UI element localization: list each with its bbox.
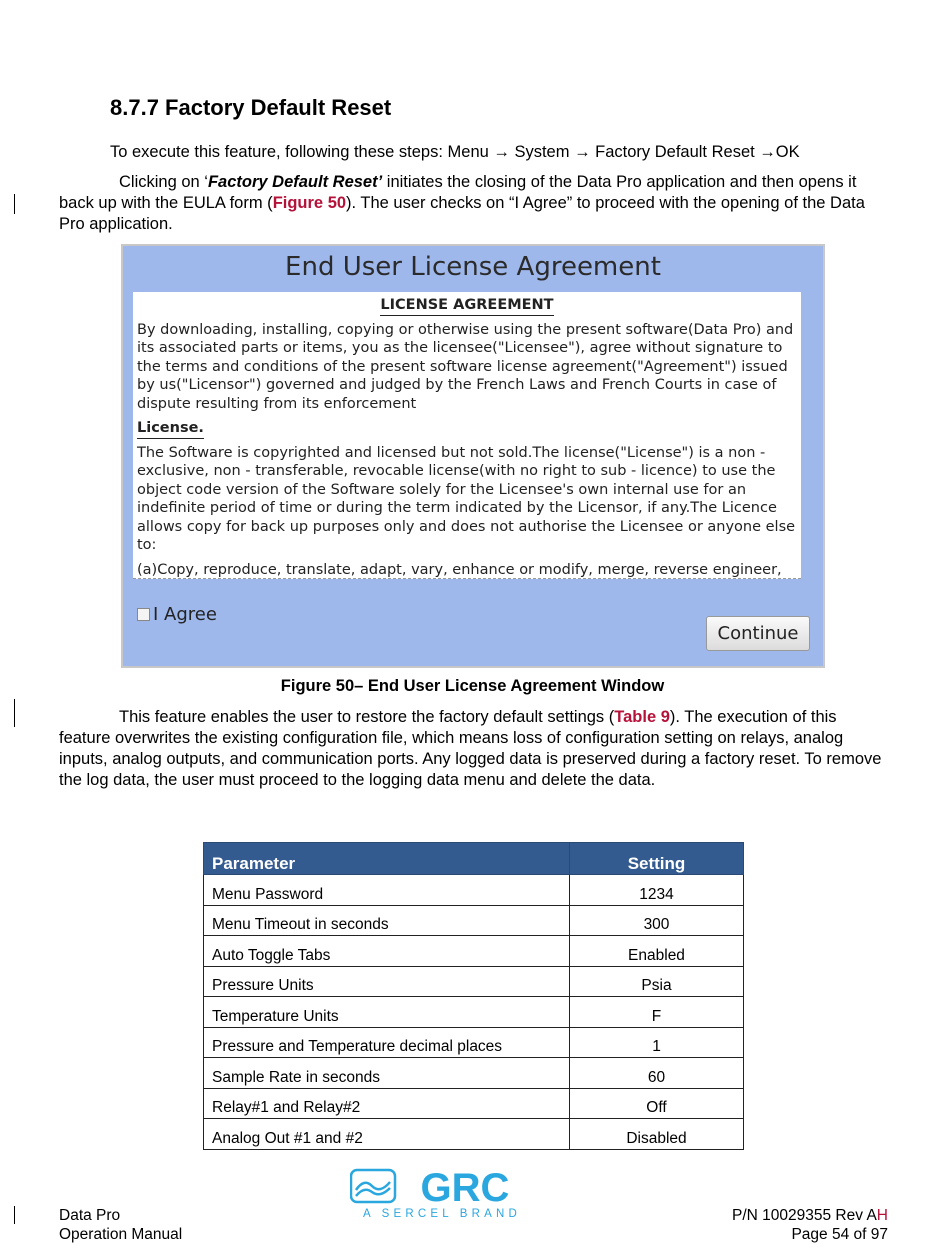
footer-manual-name: Operation Manual [59,1226,183,1243]
table-header-row [204,843,744,875]
license-subheading: License. [137,420,204,439]
setting-cell: Psia [570,966,744,997]
setting-cell: F [570,997,744,1028]
para1-post: ). The user checks on “I Agree” to proceed with the opening of the Data Pro application. [59,194,865,233]
para1-emphasis: Factory Default Reset’ [207,173,383,191]
table-row [204,875,744,906]
footer-right [732,1206,888,1244]
license-heading: LICENSE AGREEMENT [380,297,553,316]
table-row [204,1119,744,1150]
revision-suffix: H [876,1207,888,1224]
table-row [204,905,744,936]
footer-part-number: P/N 10029355 Rev AH [732,1207,888,1224]
table-reference-link[interactable]: Table 9 [614,708,670,726]
license-paragraph-2: The Software is copyrighted and licensed but not sold.The license("License") is a non - exclusive, non - transferable, revocable license(with no right to sub - licence) to use the object code version of the Software solely for the Licensee's own internal use for an indefinite period of time or during the term indicated by the Licensor, if any.The Licence allows copy for back up purposes only and does not authorise the Licensee or anyone else to: [137,444,796,553]
parameter-cell: Sample Rate in seconds [204,1058,570,1089]
setting-cell: 300 [570,905,744,936]
change-bar [14,1206,15,1224]
parameter-cell: Relay#1 and Relay#2 [204,1088,570,1119]
license-text-box[interactable] [133,292,801,579]
setting-cell: Enabled [570,936,744,967]
eula-window-title: End User License Agreement [285,252,661,282]
table-row [204,1058,744,1089]
setting-cell: 1234 [570,875,744,906]
para2-pre: This feature enables the user to restore the factory default settings ( [119,708,615,726]
table-row [204,966,744,997]
setting-cell: Off [570,1088,744,1119]
table-row [204,1027,744,1058]
table-row [204,997,744,1028]
description-paragraph [59,707,889,791]
column-header-parameter: Parameter [204,843,570,875]
agree-checkbox[interactable] [137,608,150,621]
change-bar [14,699,15,727]
default-settings-table [203,842,744,1150]
para2-post: ). The execution of this feature overwrites the existing configuration file, which means loss of configuration setting on relays, analog inputs, analog outputs, and communication ports. Any logged data is preserved during a factory reset. To remove the log data, the user must proceed to the logging data menu and delete the data. [59,708,882,789]
continue-button[interactable]: Continue [706,616,810,651]
para1-pre: Clicking on ‘ [119,173,208,191]
steps-text: To execute this feature, following these steps: Menu → System → Factory Default Reset →OK [110,143,800,161]
parameter-cell: Auto Toggle Tabs [204,936,570,967]
intro-paragraph [59,172,889,235]
table-row [204,936,744,967]
parameter-cell: Temperature Units [204,997,570,1028]
footer-product-name: Data Pro [59,1207,121,1224]
setting-cell: Disabled [570,1119,744,1150]
figure-reference-link[interactable]: Figure 50 [272,194,347,212]
logo-wordmark: GRC [420,1168,510,1210]
logo-tagline: A SERCEL BRAND [362,1208,522,1220]
license-paragraph-3: (a)Copy, reproduce, translate, adapt, vary, enhance or modify, merge, reverse engineer, [137,561,782,578]
column-header-setting: Setting [570,843,744,875]
setting-cell: 1 [570,1027,744,1058]
parameter-cell: Analog Out #1 and #2 [204,1119,570,1150]
figure-caption: Figure 50– End User License Agreement Window [280,677,665,695]
grc-logo [350,1168,534,1220]
table-row [204,1088,744,1119]
setting-cell: 60 [570,1058,744,1089]
change-bar [14,194,15,214]
license-paragraph-1: By downloading, installing, copying or otherwise using the present software(Data Pro) and its associated parts or items, you as the licensee("Licensee"), agree without signature to the terms and conditions of the present software license agreement("Agreement") issued by us("Licensor") governed and judged by the French Laws and French Courts in case of dispute resulting from its enforcement [137,321,794,412]
parameter-cell: Menu Password [204,875,570,906]
parameter-cell: Menu Timeout in seconds [204,905,570,936]
footer-left [59,1206,182,1244]
agree-checkbox-row[interactable] [137,604,217,625]
section-heading: 8.7.7 Factory Default Reset [110,95,392,120]
parameter-cell: Pressure Units [204,966,570,997]
eula-window-screenshot [121,244,825,668]
footer-page-number: Page 54 of 97 [791,1226,888,1243]
parameter-cell: Pressure and Temperature decimal places [204,1027,570,1058]
agree-label: I Agree [153,604,217,625]
para1-mid: initiates the closing of the Data Pro application and then opens it back up with the EULA form ( [59,173,857,212]
